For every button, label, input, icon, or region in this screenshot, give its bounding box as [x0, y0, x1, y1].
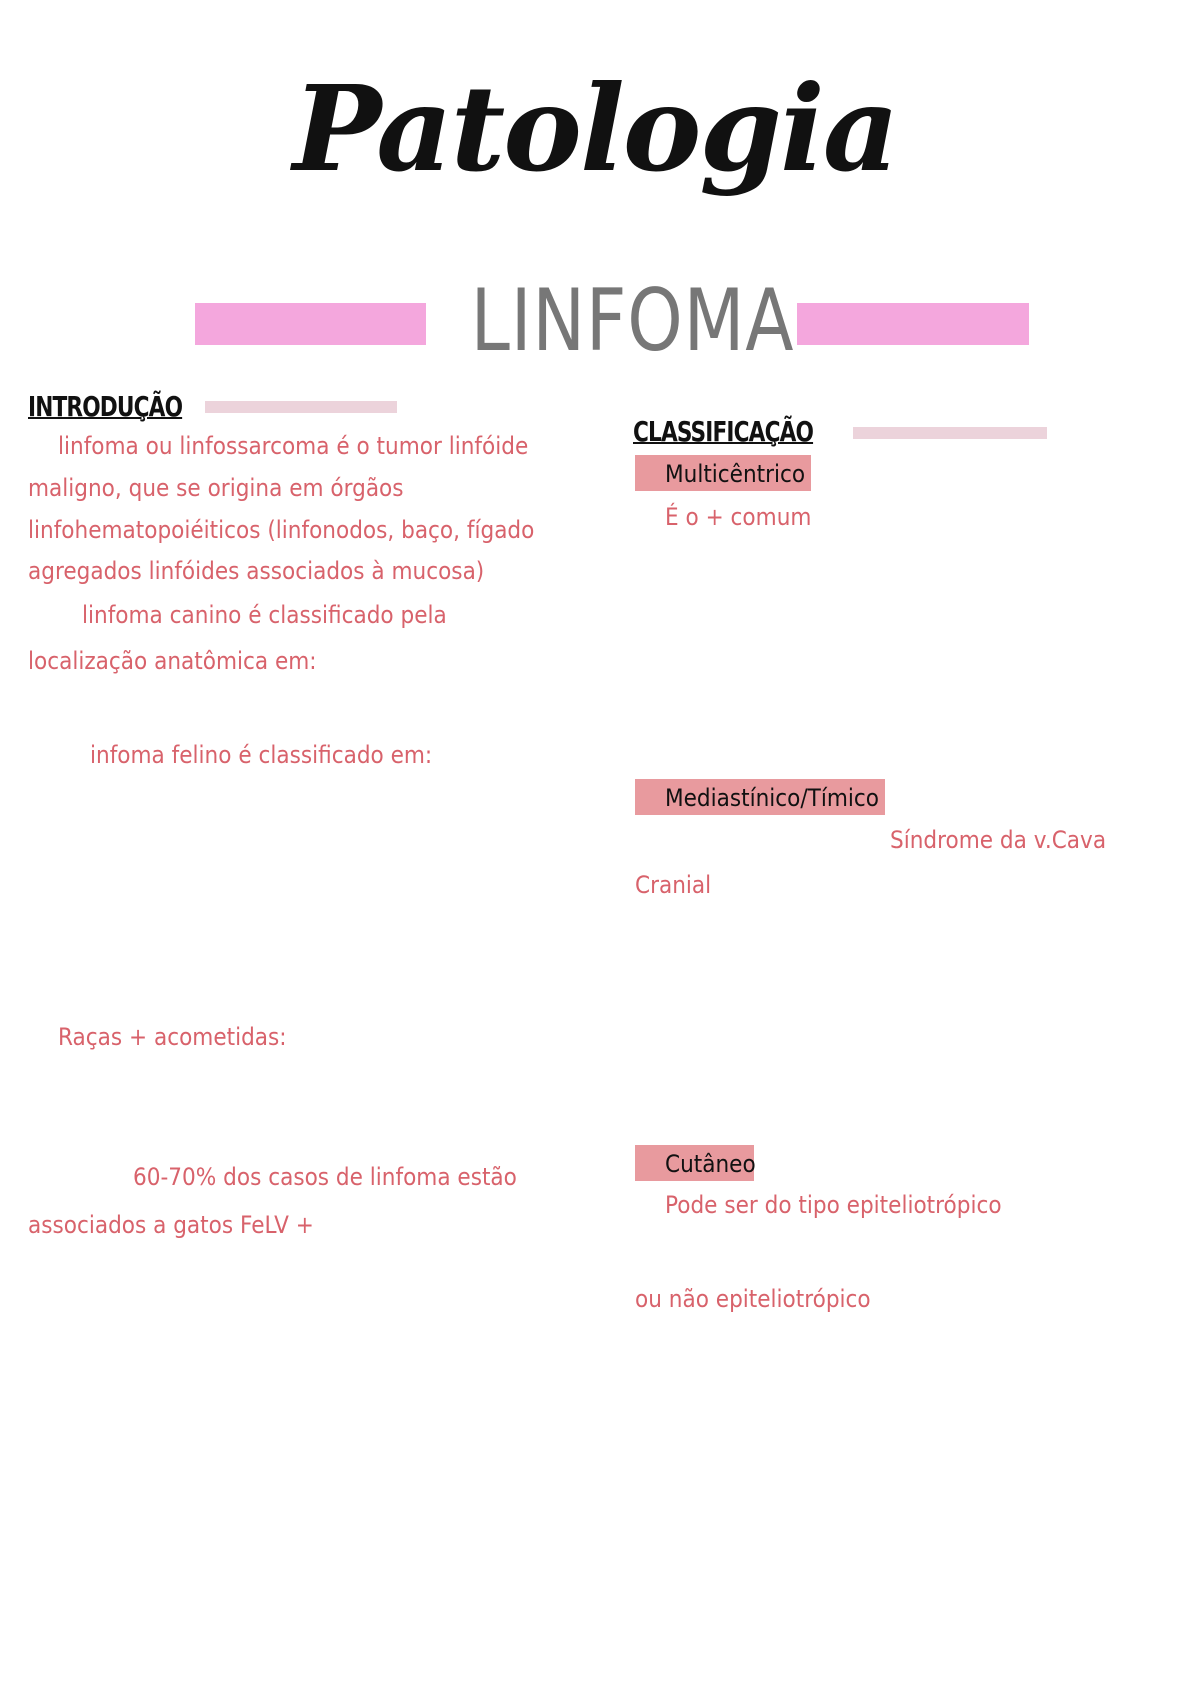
- multicentric-label: Multicêntrico: [665, 460, 806, 488]
- intro-line-1: linfoma ou linfossarcoma é o tumor linfóide: [58, 432, 529, 460]
- intro-line-2: maligno, que se origina em órgãos: [28, 474, 404, 502]
- intro-line-9: 60-70% dos casos de linfoma estão: [133, 1163, 517, 1191]
- intro-line-4: agregados linfóides associados à mucosa): [28, 557, 485, 585]
- classification-heading: CLASSIFICAÇÃO: [633, 415, 814, 448]
- intro-line-10: associados a gatos FeLV +: [28, 1211, 314, 1239]
- intro-heading-bar: [205, 401, 397, 413]
- cutaneous-text-2: ou não epiteliotrópico: [635, 1285, 871, 1313]
- intro-line-8: Raças + acometidas:: [58, 1023, 287, 1051]
- mediastinal-text-2: Cranial: [635, 871, 712, 899]
- intro-line-6: localização anatômica em:: [28, 647, 317, 675]
- page-title: Patologia: [292, 59, 898, 198]
- intro-line-7: infoma felino é classificado em:: [90, 741, 433, 769]
- intro-line-5: linfoma canino é classificado pela: [82, 601, 447, 629]
- title-bar-right: [797, 303, 1029, 345]
- multicentric-text: É o + comum: [665, 503, 812, 531]
- cutaneous-text-1: Pode ser do tipo epiteliotrópico: [665, 1191, 1002, 1219]
- cutaneous-label: Cutâneo: [665, 1150, 756, 1178]
- mediastinal-label: Mediastínico/Tímico: [665, 784, 879, 812]
- page-subtitle: LINFOMA: [470, 271, 795, 371]
- classification-heading-bar: [853, 427, 1047, 439]
- intro-heading: INTRODUÇÃO: [28, 390, 183, 423]
- mediastinal-text-1: Síndrome da v.Cava: [890, 826, 1107, 854]
- title-bar-left: [195, 303, 426, 345]
- intro-line-3: linfohematopoiéiticos (linfonodos, baço, fígado: [28, 516, 535, 544]
